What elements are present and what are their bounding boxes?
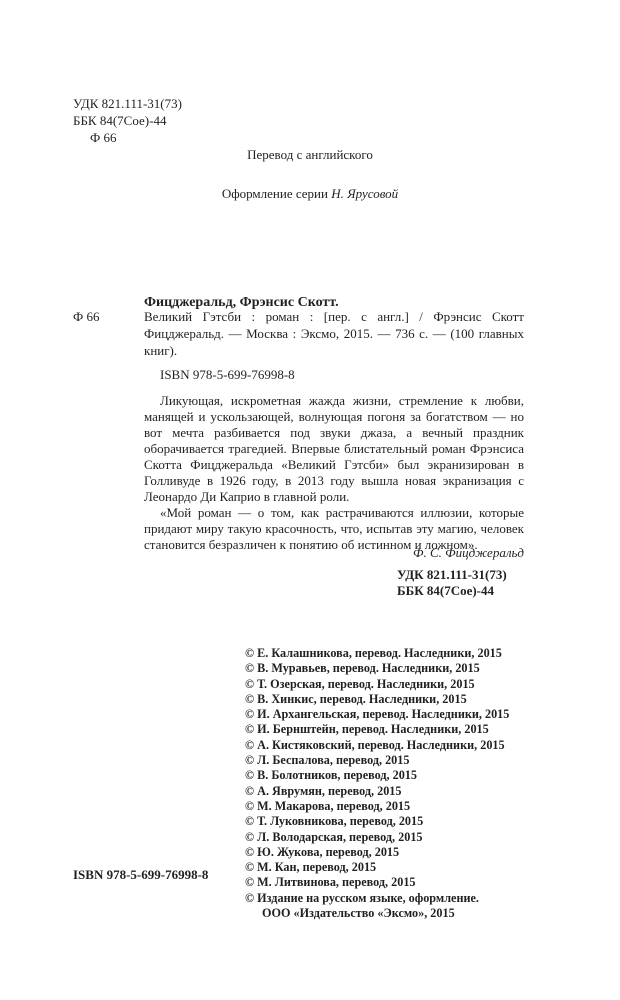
series-design-label: Оформление серии <box>221 186 328 201</box>
catalog-f-code: Ф 66 <box>73 309 100 324</box>
copyright-line: © М. Литвинова, перевод, 2015 <box>245 875 416 890</box>
copyright-line: © А. Кистяковский, перевод. Наследники, 2015 <box>245 737 505 752</box>
catalog-author: Фицджеральд, Фрэнсис Скотт. <box>144 295 339 310</box>
udk-code: УДК 821.111-31(73) <box>73 96 182 111</box>
copyright-line: © В. Муравьев, перевод. Наследники, 2015 <box>245 661 480 676</box>
copyright-line: © М. Макарова, перевод, 2015 <box>245 798 411 813</box>
copyright-line: © В. Хинкис, перевод. Наследники, 2015 <box>245 691 467 706</box>
udk-code-bold: УДК 821.111-31(73) <box>397 567 507 582</box>
series-design-credit <box>0 186 620 202</box>
quote-signature: Ф. С. Фицджеральд <box>412 545 524 560</box>
copyright-list <box>245 646 509 921</box>
annotation-quote: «Мой роман — о том, как растрачиваются иллюзии, которые придают миру такую красочность, что, испытав эту магию, человек становится безразличен к понятию об истинном и ложном». <box>144 505 524 552</box>
copyright-line: © М. Кан, перевод, 2015 <box>245 860 377 875</box>
copyright-line: © Л. Володарская, перевод, 2015 <box>245 829 423 844</box>
annotation <box>144 393 524 553</box>
annotation-paragraph: Ликующая, искрометная жажда жизни, стремление к любви, манящей и ускользающей, волнующая погоня за богатством — но вот мечта разбивается под звуки джаза, а вечный праздник оборачивается трагедией. Впервые блистательный роман Фрэнсиса Скотта Фицджеральда «Великий Гэтсби» был экранизирован в Голливуде в 1926 году, в 2013 году вышла новая экранизация с Леонардо Ди Каприо в главной роли. <box>144 393 524 504</box>
copyright-line: © И. Бернштейн, перевод. Наследники, 2015 <box>245 722 489 737</box>
bbk-code: ББК 84(7Сое)-44 <box>73 113 167 128</box>
classification-codes <box>397 567 507 599</box>
catalog-isbn: ISBN 978-5-699-76998-8 <box>160 367 295 382</box>
bbk-code-bold: ББК 84(7Сое)-44 <box>397 583 495 598</box>
copyright-line: © В. Болотников, перевод, 2015 <box>245 768 417 783</box>
copyright-line: © Ю. Жукова, перевод, 2015 <box>245 844 400 859</box>
copyright-line: © Т. Озерская, перевод. Наследники, 2015 <box>245 676 475 691</box>
catalog-description: Великий Гэтсби : роман : [пер. с англ.] / Фрэнсис Скотт Фицджеральд. — Москва : Эксмо, 2015. — 736 с. — (100 главных книг). <box>144 309 524 358</box>
copyright-line: ООО «Издательство «Эксмо», 2015 <box>262 906 455 921</box>
bottom-isbn: ISBN 978-5-699-76998-8 <box>73 867 209 882</box>
copyright-line: © Л. Беспалова, перевод, 2015 <box>245 753 410 768</box>
translation-note: Перевод с английского <box>247 147 373 162</box>
copyright-line: © Е. Калашникова, перевод. Наследники, 2015 <box>245 646 502 660</box>
f-code: Ф 66 <box>90 130 117 145</box>
copyright-line: © А. Яврумян, перевод, 2015 <box>245 783 402 798</box>
copyright-line: © Т. Луковникова, перевод, 2015 <box>245 814 424 829</box>
series-designer-name: Н. Ярусовой <box>331 186 399 201</box>
copyright-line: © Издание на русском языке, оформление. <box>245 890 479 905</box>
copyright-line: © И. Архангельская, перевод. Наследники, 2015 <box>245 707 510 722</box>
header-classification-codes <box>73 95 182 146</box>
